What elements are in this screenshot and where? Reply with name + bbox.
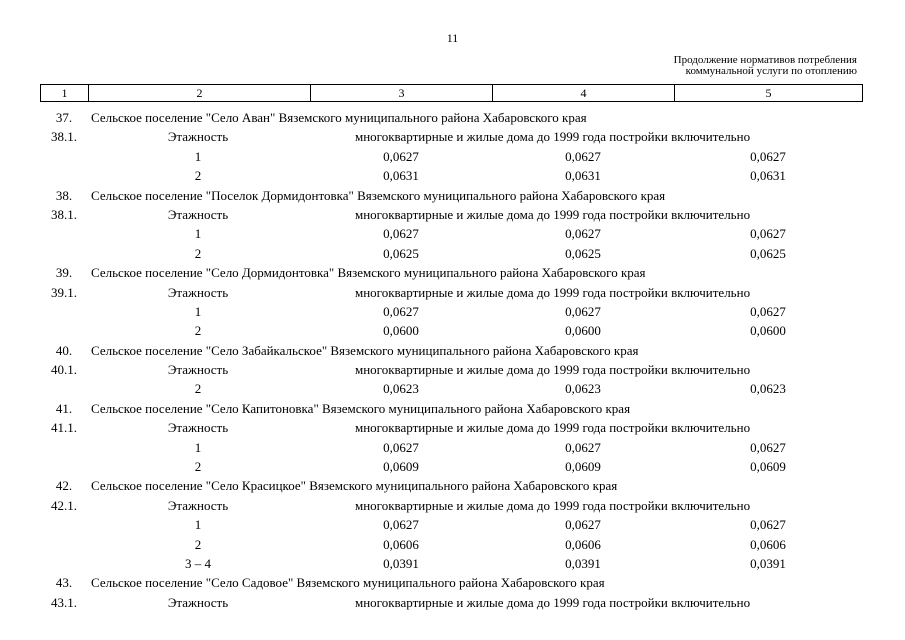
floor-count: 3 – 4 bbox=[185, 555, 211, 571]
value-row bbox=[40, 554, 862, 573]
section-number: 40. bbox=[55, 342, 73, 358]
column-header-5: 5 bbox=[675, 85, 863, 102]
subsection-number: 41.1. bbox=[51, 420, 77, 436]
floors-label: Этажность bbox=[167, 206, 229, 222]
floor-count: 2 bbox=[194, 459, 202, 475]
column-header-table bbox=[40, 84, 863, 102]
building-type-description: многоквартирные и жилые дома до 1999 года постройки включительно bbox=[355, 129, 751, 145]
value-row bbox=[40, 379, 862, 398]
floor-count: 2 bbox=[194, 323, 202, 339]
floor-count: 1 bbox=[194, 303, 202, 319]
norm-value-col3: 0,0627 bbox=[383, 517, 419, 533]
section-title: Сельское поселение "Село Садовое" Вяземского муниципального района Хабаровского края bbox=[91, 575, 605, 591]
norm-value-col5: 0,0625 bbox=[750, 245, 786, 261]
building-type-description: многоквартирные и жилые дома до 1999 года постройки включительно bbox=[355, 594, 751, 610]
section-row bbox=[40, 476, 862, 495]
floor-count: 2 bbox=[194, 536, 202, 552]
value-row bbox=[40, 515, 862, 534]
section-number: 38. bbox=[55, 187, 73, 203]
norm-value-col3: 0,0627 bbox=[383, 226, 419, 242]
norm-value-col4: 0,0625 bbox=[565, 245, 601, 261]
norm-value-col4: 0,0627 bbox=[565, 148, 601, 164]
norm-value-col5: 0,0627 bbox=[750, 517, 786, 533]
value-row bbox=[40, 147, 862, 166]
norm-value-col4: 0,0391 bbox=[565, 555, 601, 571]
norms-table-body bbox=[40, 108, 862, 612]
section-title: Сельское поселение "Село Капитоновка" Вяземского муниципального района Хабаровского края bbox=[91, 400, 631, 416]
floors-label: Этажность bbox=[167, 129, 229, 145]
norm-value-col5: 0,0627 bbox=[750, 226, 786, 242]
norm-value-col3: 0,0627 bbox=[383, 303, 419, 319]
subsection-row bbox=[40, 593, 862, 612]
floor-count: 2 bbox=[194, 245, 202, 261]
section-row bbox=[40, 341, 862, 360]
value-row bbox=[40, 535, 862, 554]
page-number: 11 bbox=[446, 31, 459, 45]
section-number: 37. bbox=[55, 110, 73, 125]
building-type-description: многоквартирные и жилые дома до 1999 года постройки включительно bbox=[355, 284, 751, 300]
norm-value-col3: 0,0627 bbox=[383, 439, 419, 455]
section-row bbox=[40, 186, 862, 205]
subsection-number: 42.1. bbox=[51, 497, 77, 513]
section-row bbox=[40, 263, 862, 282]
subsection-number: 38.1. bbox=[51, 129, 77, 145]
norm-value-col4: 0,0609 bbox=[565, 459, 601, 475]
section-row bbox=[40, 399, 862, 418]
subsection-row bbox=[40, 205, 862, 224]
norm-value-col3: 0,0600 bbox=[383, 323, 419, 339]
column-header-1: 1 bbox=[41, 85, 89, 102]
norm-value-col5: 0,0631 bbox=[750, 168, 786, 184]
norm-value-col3: 0,0627 bbox=[383, 148, 419, 164]
floors-label: Этажность bbox=[167, 420, 229, 436]
norm-value-col3: 0,0391 bbox=[383, 555, 419, 571]
subsection-number: 38.1. bbox=[51, 206, 77, 222]
norm-value-col5: 0,0627 bbox=[750, 148, 786, 164]
norm-value-col4: 0,0606 bbox=[565, 536, 601, 552]
subsection-number: 43.1. bbox=[51, 594, 77, 610]
section-title: Сельское поселение "Село Красицкое" Вяземского муниципального района Хабаровского края bbox=[91, 478, 618, 494]
section-row bbox=[40, 108, 862, 127]
floor-count: 1 bbox=[194, 517, 202, 533]
subsection-row bbox=[40, 418, 862, 437]
value-row bbox=[40, 166, 862, 185]
norm-value-col5: 0,0627 bbox=[750, 439, 786, 455]
floor-count: 1 bbox=[194, 226, 202, 242]
subsection-row bbox=[40, 127, 862, 146]
norm-value-col4: 0,0631 bbox=[565, 168, 601, 184]
building-type-description: многоквартирные и жилые дома до 1999 года постройки включительно bbox=[355, 206, 751, 222]
norm-value-col5: 0,0623 bbox=[750, 381, 786, 397]
norm-value-col4: 0,0600 bbox=[565, 323, 601, 339]
section-title: Сельское поселение "Село Забайкальское" Вяземского муниципального района Хабаровского края bbox=[91, 342, 639, 358]
value-row bbox=[40, 224, 862, 243]
norm-value-col5: 0,0627 bbox=[750, 303, 786, 319]
column-header-4: 4 bbox=[493, 85, 675, 102]
section-number: 43. bbox=[55, 575, 73, 591]
continuation-line-1: Продолжение нормативов потребления bbox=[673, 54, 857, 66]
continuation-note bbox=[674, 55, 857, 77]
norm-value-col3: 0,0625 bbox=[383, 245, 419, 261]
floor-count: 1 bbox=[194, 148, 202, 164]
value-row bbox=[40, 457, 862, 476]
section-title: Сельское поселение "Село Аван" Вяземского муниципального района Хабаровского края bbox=[91, 110, 587, 125]
floor-count: 1 bbox=[194, 439, 202, 455]
norm-value-col3: 0,0609 bbox=[383, 459, 419, 475]
subsection-row bbox=[40, 283, 862, 302]
value-row bbox=[40, 244, 862, 263]
section-number: 39. bbox=[55, 265, 73, 281]
norm-value-col4: 0,0627 bbox=[565, 517, 601, 533]
value-row bbox=[40, 302, 862, 321]
section-number: 41. bbox=[55, 400, 73, 416]
norm-value-col3: 0,0606 bbox=[383, 536, 419, 552]
section-title: Сельское поселение "Поселок Дормидонтовка" Вяземского муниципального района Хабаровского края bbox=[91, 187, 666, 203]
section-title: Сельское поселение "Село Дормидонтовка" Вяземского муниципального района Хабаровского края bbox=[91, 265, 646, 281]
norm-value-col4: 0,0627 bbox=[565, 439, 601, 455]
norm-value-col3: 0,0631 bbox=[383, 168, 419, 184]
floors-label: Этажность bbox=[167, 594, 229, 610]
floor-count: 2 bbox=[194, 381, 202, 397]
value-row bbox=[40, 438, 862, 457]
norm-value-col4: 0,0627 bbox=[565, 226, 601, 242]
norm-value-col4: 0,0623 bbox=[565, 381, 601, 397]
column-header-row bbox=[41, 85, 863, 102]
floors-label: Этажность bbox=[167, 362, 229, 378]
column-header-3: 3 bbox=[311, 85, 493, 102]
value-row bbox=[40, 321, 862, 340]
norm-value-col4: 0,0627 bbox=[565, 303, 601, 319]
section-number: 42. bbox=[55, 478, 73, 494]
building-type-description: многоквартирные и жилые дома до 1999 года постройки включительно bbox=[355, 362, 751, 378]
subsection-number: 39.1. bbox=[51, 284, 77, 300]
norm-value-col5: 0,0600 bbox=[750, 323, 786, 339]
column-header-2: 2 bbox=[89, 85, 311, 102]
floors-label: Этажность bbox=[167, 284, 229, 300]
norm-value-col5: 0,0391 bbox=[750, 555, 786, 571]
norm-value-col5: 0,0609 bbox=[750, 459, 786, 475]
building-type-description: многоквартирные и жилые дома до 1999 года постройки включительно bbox=[355, 497, 751, 513]
norm-value-col5: 0,0606 bbox=[750, 536, 786, 552]
floor-count: 2 bbox=[194, 168, 202, 184]
floors-label: Этажность bbox=[167, 497, 229, 513]
subsection-row bbox=[40, 360, 862, 379]
section-row bbox=[40, 573, 862, 592]
norm-value-col3: 0,0623 bbox=[383, 381, 419, 397]
subsection-number: 40.1. bbox=[51, 362, 77, 378]
subsection-row bbox=[40, 496, 862, 515]
building-type-description: многоквартирные и жилые дома до 1999 года постройки включительно bbox=[355, 420, 751, 436]
continuation-line-2: коммунальной услуги по отоплению bbox=[685, 65, 857, 77]
